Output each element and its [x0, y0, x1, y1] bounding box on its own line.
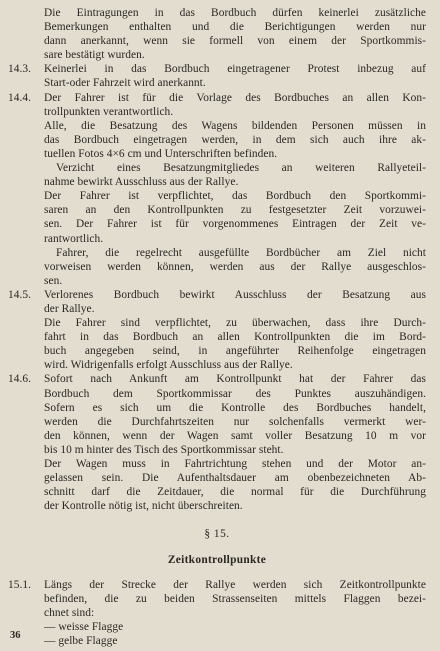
text-line: befinden, die zu beiden Strassenseiten mittels Flaggen bezei- — [44, 592, 426, 605]
text-line: bis 10 m hinter des Tisch des Sportkommissar steht. — [44, 443, 284, 456]
text-line: Keinerlei in das Bordbuch eingetragener Protest inbezug auf — [44, 63, 426, 76]
text-line: tuellen Fotos 4×6 cm und Unterschriften befinden. — [44, 147, 278, 160]
section-number: 14.5. — [8, 288, 32, 301]
text-line: trollpunkten verantwortlich. — [44, 105, 174, 118]
text-line: sare bestätigt wurden. — [44, 49, 145, 62]
text-line: Bordbuch dem Sportkommissar des Punktes auszuhändigen. — [44, 387, 426, 400]
text-line: saren an den Kontrollpunkten zu festgesetzter Zeit vorzuwei- — [44, 204, 426, 217]
text-line: das Bordbuch eingetragen werden, in dem sich auch ihre ak- — [44, 133, 426, 146]
text-line: den können, wenn der Wagen samt voller Besatzung 10 m vor — [44, 429, 426, 442]
text-line: buch angegeben seind, in angeführter Reihenfolge eingetragen — [44, 345, 426, 358]
text-line: sen. — [44, 274, 63, 287]
text-line: gelassen sein. Die Aufenthaltsdauer am obenbezeichneten Ab- — [44, 472, 426, 485]
text-line: Der Fahrer ist für die Vorlage des Bordbuches an allen Kon- — [44, 91, 426, 104]
page-number: 36 — [10, 630, 21, 641]
text-line: werden die Durchfahrtszeiten nur solchenfalls vermerkt wer- — [44, 415, 426, 428]
text-line: fahrt in das Bordbuch an allen Kontrollpunkten die im Bord- — [44, 331, 426, 344]
section-number: 14.3. — [8, 63, 32, 76]
section-14-5 — [8, 288, 426, 373]
section-heading: § 15. — [204, 528, 230, 541]
section-14-4 — [8, 91, 426, 288]
text-line: Verzicht eines Besatzungmitgliedes an weiteren Rallyeteil- — [56, 162, 426, 175]
text-line: vorweisen werden können, werden aus der Rallye ausgeschlos- — [44, 260, 426, 273]
section-title: Zeitkontrollpunkte — [167, 554, 267, 567]
text-line: der Rallye. — [44, 302, 95, 315]
section-number: 14.6. — [8, 373, 32, 386]
text-line: Der Wagen muss in Fahrtrichtung stehen und der Motor an- — [44, 458, 426, 470]
section-15-1 — [8, 578, 426, 648]
text-line: wird. Widrigenfalls erfolgt Ausschluss aus der Rallye. — [44, 359, 293, 372]
text-line: Bemerkungen enthalten und die Berichtigungen werden nur — [44, 21, 426, 34]
text-line: sen. Der Fahrer ist für vorgenommenes Eintragen der Zeit ve- — [44, 218, 426, 231]
section-14-6 — [8, 372, 426, 513]
text-line: Alle, die Besatzung des Wagens bildenden Personen müssen in — [44, 119, 426, 132]
text-line: Die Eintragungen in das Bordbuch dürfen keinerlei zusätzliche — [44, 7, 426, 19]
text-line: Längs der Strecke der Rallye werden sich Zeitkontrollpunkte — [44, 578, 426, 591]
text-line: Der Fahrer ist verpflichtet, das Bordbuch den Sportkommi- — [44, 190, 426, 203]
text-line: rantwortlich. — [44, 232, 104, 245]
section-number: 15.1. — [8, 578, 32, 591]
top-paragraph — [8, 6, 426, 62]
text-line: Fahrer, die regelrecht ausgefüllte Bordbücher am Ziel nicht — [56, 246, 426, 259]
text-line: der Kontrolle nötig ist, nicht überschreiten. — [44, 500, 243, 513]
text-line: Die Fahrer sind verpflichtet, zu überwachen, dass ihre Durch- — [44, 317, 426, 330]
section-number: 14.4. — [8, 91, 32, 104]
text-line: Sofern es sich um die Kontrolle des Bordbuches handelt, — [44, 401, 426, 414]
text-line: Verlorenes Bordbuch bewirkt Ausschluss der Besatzung aus — [44, 288, 426, 301]
section-14-3 — [8, 62, 426, 90]
text-line: schnitt darf die Zeitdauer, die normal für die Durchführung — [44, 486, 426, 499]
text-line: Sofort nach Ankunft am Kontrollpunkt hat der Fahrer das — [44, 373, 426, 386]
list-item: — weisse Flagge — [44, 620, 124, 633]
text-line: chnet sind: — [44, 606, 95, 619]
list-item: — gelbe Flagge — [44, 634, 118, 647]
text-line: dann anerkannt, wenn sie formell von einem der Sportkommis- — [44, 35, 426, 48]
text-line: Start-oder Fahrzeit wird anerkannt. — [44, 77, 206, 90]
text-line: nahme bewirkt Ausschluss aus der Rallye. — [44, 176, 239, 189]
